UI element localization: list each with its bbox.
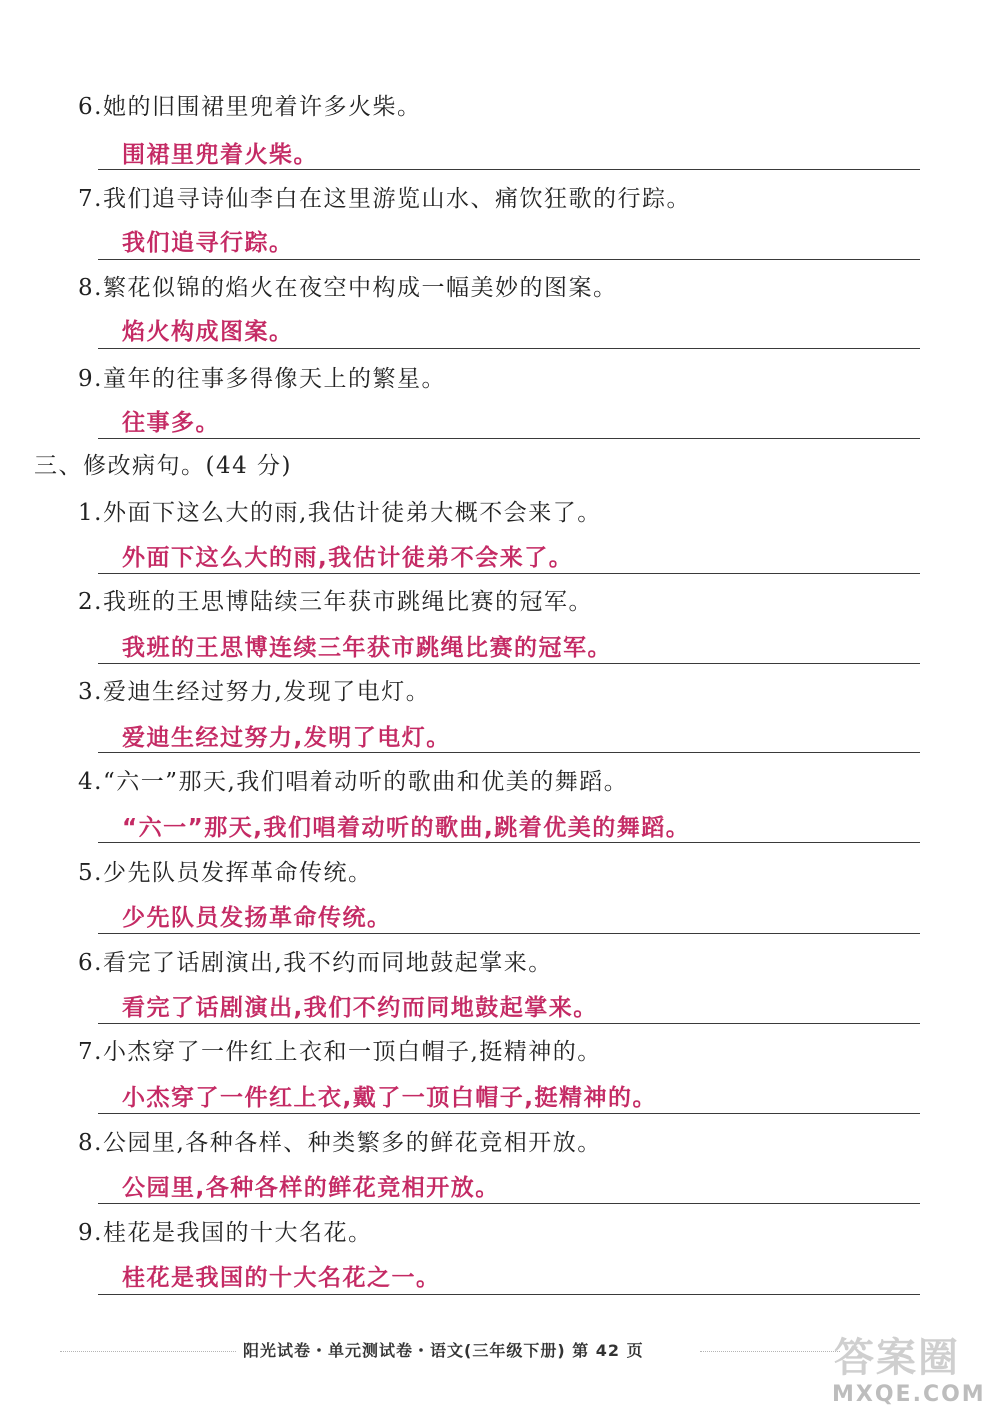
- item-2-7-question: 7.我们追寻诗仙李白在这里游览山水、痛饮狂歌的行踪。: [78, 186, 691, 212]
- item-3-3-question: 3.爱迪生经过努力,发现了电灯。: [78, 679, 431, 705]
- item-3-1-answer: 外面下这么大的雨,我估计徒弟不会来了。: [122, 545, 574, 571]
- item-3-8-question: 8.公园里,各种各样、种类繁多的鲜花竞相开放。: [78, 1130, 602, 1156]
- item-3-2-question: 2.我班的王思博陆续三年获市跳绳比赛的冠军。: [78, 589, 593, 615]
- item-2-7-answer: 我们追寻行踪。: [122, 230, 294, 256]
- watermark-url: MXQE.COM: [832, 1382, 986, 1407]
- item-3-5-answer: 少先队员发扬革命传统。: [122, 905, 392, 931]
- answer-line: [98, 933, 920, 934]
- item-3-1-question: 1.外面下这么大的雨,我估计徒弟大概不会来了。: [78, 500, 602, 526]
- item-3-4-question: 4.“六一”那天,我们唱着动听的歌曲和优美的舞蹈。: [78, 769, 629, 795]
- footer-dotted-rule-left: [60, 1351, 236, 1352]
- answer-line: [98, 1113, 920, 1114]
- item-3-9-question: 9.桂花是我国的十大名花。: [78, 1220, 373, 1246]
- item-3-2-answer: 我班的王思博连续三年获市跳绳比赛的冠军。: [122, 635, 612, 661]
- item-3-6-answer: 看完了话剧演出,我们不约而同地鼓起掌来。: [122, 995, 598, 1021]
- answer-line: [98, 348, 920, 349]
- watermark-logo: [822, 1322, 992, 1412]
- answer-line: [98, 438, 920, 439]
- item-3-7-answer: 小杰穿了一件红上衣,戴了一顶白帽子,挺精神的。: [122, 1085, 657, 1111]
- answer-line: [98, 663, 920, 664]
- answer-line: [98, 573, 920, 574]
- footer-dotted-rule-right: [700, 1351, 840, 1352]
- answer-line: [98, 259, 920, 260]
- item-2-9-answer: 往事多。: [122, 410, 220, 436]
- answer-line: [98, 1023, 920, 1024]
- answer-line: [98, 1294, 920, 1295]
- item-3-6-question: 6.看完了话剧演出,我不约而同地鼓起掌来。: [78, 950, 553, 976]
- item-3-8-answer: 公园里,各种各样的鲜花竞相开放。: [122, 1175, 500, 1201]
- section-three-title: 三、修改病句。(44 分): [34, 453, 293, 479]
- answer-line: [98, 169, 920, 170]
- item-3-7-question: 7.小杰穿了一件红上衣和一顶白帽子,挺精神的。: [78, 1039, 602, 1065]
- item-3-5-question: 5.少先队员发挥革命传统。: [78, 860, 373, 886]
- item-2-6-question: 6.她的旧围裙里兜着许多火柴。: [78, 94, 422, 120]
- answer-line: [98, 752, 920, 753]
- item-2-8-question: 8.繁花似锦的焰火在夜空中构成一幅美妙的图案。: [78, 275, 618, 301]
- answer-line: [98, 1203, 920, 1204]
- answer-line: [98, 842, 920, 843]
- item-2-9-question: 9.童年的往事多得像天上的繁星。: [78, 366, 446, 392]
- item-3-9-answer: 桂花是我国的十大名花之一。: [122, 1265, 441, 1291]
- item-2-6-answer: 围裙里兜着火柴。: [122, 142, 318, 168]
- item-3-4-answer: “六一”那天,我们唱着动听的歌曲,跳着优美的舞蹈。: [122, 815, 691, 841]
- footer-text: 阳光试卷・单元测试卷・语文(三年级下册) 第 42 页: [243, 1341, 644, 1360]
- item-3-3-answer: 爱迪生经过努力,发明了电灯。: [122, 725, 451, 751]
- watermark-mark: 答案圈: [834, 1335, 960, 1381]
- item-2-8-answer: 焰火构成图案。: [122, 319, 294, 345]
